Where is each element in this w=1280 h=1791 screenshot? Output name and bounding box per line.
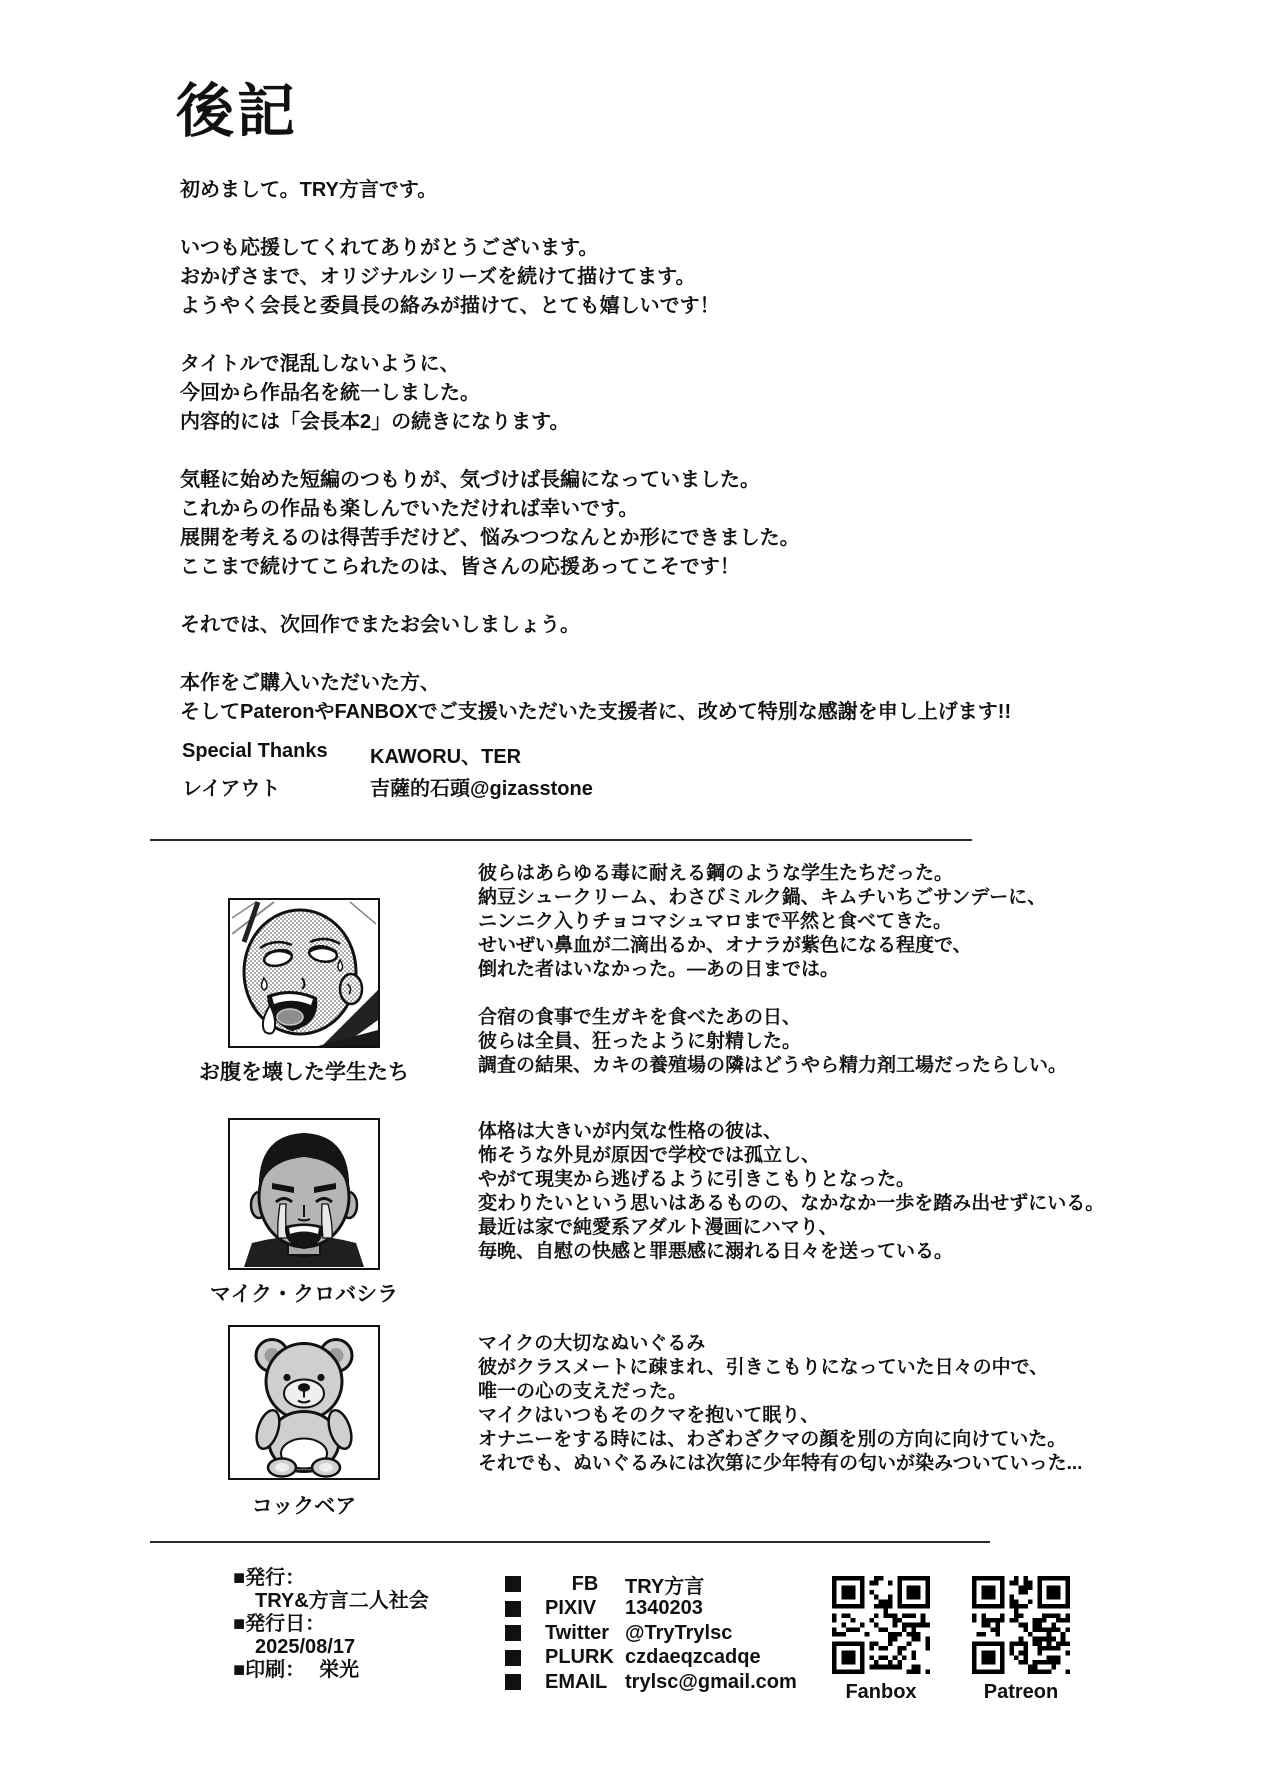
link-row-pixiv <box>505 1597 797 1622</box>
printer-label: ■印刷： <box>233 1659 306 1681</box>
link-row-fb <box>505 1572 797 1597</box>
teddy-bear-illustration <box>230 1327 378 1478</box>
link-value: @TryTrylsc <box>625 1621 733 1644</box>
qr-code-icon <box>832 1576 930 1674</box>
patreon-qr-code <box>971 1576 1071 1704</box>
character-name: コックベア <box>251 1495 357 1518</box>
credits <box>182 740 593 804</box>
link-row-plurk <box>505 1646 797 1671</box>
fanbox-qr-code <box>831 1576 931 1704</box>
link-value: trylsc@gmail.com <box>625 1670 797 1693</box>
link-label: PLURK <box>545 1646 614 1669</box>
square-bullet-icon <box>505 1601 521 1617</box>
publisher-name: TRY&方言二人社会 <box>255 1590 429 1612</box>
qr-label-patreon: Patreon <box>983 1681 1059 1703</box>
credits-value: 吉薩的石頭@gizasstone <box>370 778 593 800</box>
credits-label: レイアウト <box>182 778 281 800</box>
qr-label-fanbox: Fanbox <box>845 1681 917 1703</box>
square-bullet-icon <box>505 1625 521 1641</box>
square-bullet-icon <box>505 1674 521 1690</box>
link-value: TRY方言 <box>625 1575 705 1598</box>
character-thumbnail-bear <box>228 1325 380 1480</box>
section-divider <box>150 1541 990 1543</box>
mike-kurobashira-illustration <box>230 1120 378 1268</box>
square-bullet-icon <box>505 1650 521 1666</box>
contact-links <box>505 1572 797 1695</box>
character-name: お腹を壊した学生たち <box>199 1061 409 1084</box>
link-value: 1340203 <box>625 1597 703 1620</box>
character-thumbnail-mike <box>228 1118 380 1270</box>
colophon <box>233 1567 429 1682</box>
link-row-email <box>505 1670 797 1695</box>
publisher-label: ■発行： <box>233 1567 306 1589</box>
character-description: 体格は大きいが内気な性格の彼は、 怖そうな外見が原因で学校では孤立し、 やがて現実から逃げるように引きこもりとなった。 変わりたいという思いはあるものの、なかなか一歩を踏み出せずにいる。 最近は家で純愛系アダルト漫画にハマり、 毎晩、自慰の快感と罪悪感に溺れる日々を送っている。 <box>478 1121 1105 1262</box>
credits-value: KAWORU、TER <box>370 746 522 768</box>
credits-label: Special Thanks <box>182 740 328 762</box>
link-label: EMAIL <box>545 1670 608 1693</box>
link-value: czdaeqzcadqe <box>625 1646 761 1669</box>
square-bullet-icon <box>505 1576 521 1592</box>
publish-date: 2025/08/17 <box>255 1636 356 1658</box>
link-label: Twitter <box>545 1621 610 1644</box>
publish-date-label: ■発行日： <box>233 1613 326 1635</box>
afterword-body-text: 初めまして。TRY方言です。 いつも応援してくれてありがとうございます。 おかげさまで、オリジナルシリーズを続けて描けてます。 ようやく会長と委員長の絡みが描けて、とても嬉しいです！ タイトルで混乱しないように、 今回から作品名を統一しました。 内容的には「会長本2」の続きになります。 気軽に始めた短編のつもりが、気づけば長編になっていました。 これからの作品も楽しんでいただければ幸いです。 展開を考えるのは得苦手だけど、悩みつつなんとか形にできました。 ここまで続けてこられたのは、皆さんの応援あってこそです！ それでは、次回作でまたお会いしましょう。 本作をご購入いただいた方、 そしてPateronやFANBOXでご支援いただいた支援者に、改めて特別な感謝を申し上げます!! <box>180 179 1012 723</box>
character-description: マイクの大切なぬいぐるみ 彼がクラスメートに疎まれ、引きこもりになっていた日々の中で、 唯一の心の支えだった。 マイクはいつもそのクマを抱いて眠り、 オナニーをする時には、わざわざクマの顔を別の方向に向けていた。 それでも、ぬいぐるみには次第に少年特有の匂いが染みついていった... <box>478 1333 1083 1474</box>
character-name: マイク・クロバシラ <box>209 1283 399 1306</box>
credits-row <box>182 772 593 804</box>
link-row-twitter <box>505 1621 797 1646</box>
link-label: PIXIV <box>545 1597 597 1620</box>
printer-name: 栄光 <box>319 1659 360 1681</box>
qr-code-icon <box>972 1576 1070 1674</box>
page-title: 後記 <box>176 79 299 144</box>
character-description: 彼らはあらゆる毒に耐える鋼のような学生たちだった。 納豆シュークリーム、わさびミルク鍋、キムチいちごサンデーに、 ニンニク入りチョコマシュマロまで平然と食べてきた。 せいぜい鼻血が二滴出るか、オナラが紫色になる程度で、 倒れた者はいなかった。―あの日までは。 合宿の食事で生ガキを食べたあの日、 彼らは全員、狂ったように射精した。 調査の結果、カキの養殖場の隣はどうやら精力剤工場だったらしい。 <box>478 863 1068 1076</box>
section-divider <box>150 839 972 841</box>
printer-row <box>233 1659 429 1682</box>
crying-student-illustration <box>230 900 378 1046</box>
link-label: FB <box>571 1572 599 1595</box>
credits-row <box>182 740 593 772</box>
character-thumbnail-students <box>228 898 380 1048</box>
